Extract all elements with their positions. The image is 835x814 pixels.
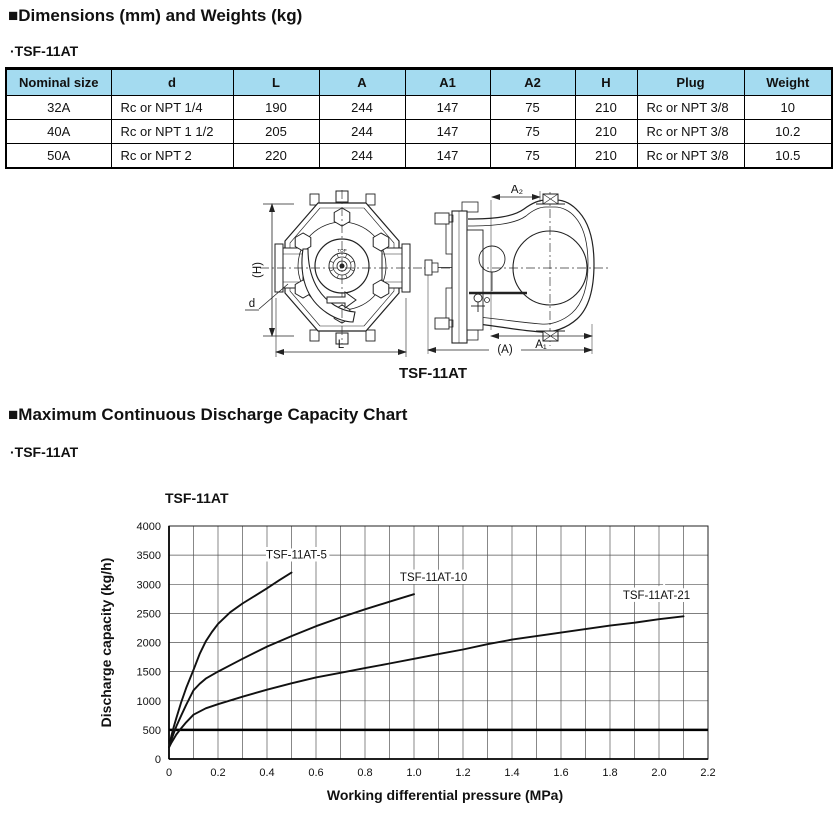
- table-cell: 147: [405, 144, 490, 169]
- section1-title: [8, 6, 302, 26]
- y-tick-label: 500: [142, 724, 161, 737]
- x-tick-label: 2.2: [700, 767, 716, 779]
- front-tab: [310, 330, 319, 341]
- hex-bolt-icon: [295, 233, 311, 251]
- y-tick-label: 0: [154, 754, 161, 766]
- dim-label-H: (H): [252, 262, 264, 278]
- x-tick-label: 2.0: [651, 767, 667, 779]
- side-chamber: [467, 230, 483, 330]
- table-row: [6, 120, 832, 144]
- table-cell: 75: [490, 120, 575, 144]
- side-flange-step: [446, 222, 452, 254]
- table-cell: 40A: [6, 120, 111, 144]
- table-header-cell: Plug: [637, 69, 744, 96]
- table-cell: 210: [575, 120, 637, 144]
- table-header-cell: A: [319, 69, 405, 96]
- y-tick-label: 3500: [136, 550, 161, 563]
- section1-subtitle: ·TSF-11AT: [10, 43, 79, 59]
- y-tick-label: 2500: [136, 608, 161, 621]
- dim-leader-d: [259, 284, 288, 309]
- table-cell: 147: [405, 120, 490, 144]
- y-tick-label: 2000: [136, 637, 161, 650]
- table-cell: 205: [233, 120, 319, 144]
- table-header-cell: Nominal size: [6, 69, 111, 96]
- section2-subtitle: ·TSF-11AT: [10, 444, 79, 460]
- discharge-capacity-chart: [0, 470, 835, 814]
- x-tick-label: 1.6: [553, 767, 569, 779]
- side-valve-pin: [485, 298, 490, 303]
- table-header-cell: A1: [405, 69, 490, 96]
- table-cell: 75: [490, 144, 575, 169]
- table-cell: 147: [405, 96, 490, 120]
- table-cell: 32A: [6, 96, 111, 120]
- side-inlet-plug: [425, 260, 432, 275]
- table-cell: Rc or NPT 3/8: [637, 120, 744, 144]
- section-marker-icon: ■: [8, 405, 19, 424]
- dim-label-A1: A₁: [535, 339, 547, 351]
- side-flange-bolt: [435, 213, 449, 224]
- series-label-TSF-11AT-10: TSF-11AT-10: [399, 571, 468, 584]
- series-label-TSF-11AT-5: TSF-11AT-5: [265, 549, 327, 562]
- table-cell: Rc or NPT 3/8: [637, 144, 744, 169]
- section2-title: [8, 405, 407, 425]
- x-tick-label: 0: [165, 767, 173, 779]
- table-header-cell: A2: [490, 69, 575, 96]
- y-tick-label: 4000: [136, 521, 161, 533]
- y-axis-title: Discharge capacity (kg/h): [98, 557, 114, 728]
- section1-title-text: Dimensions (mm) and Weights (kg): [18, 6, 303, 25]
- dim-label-A: (A): [497, 344, 513, 356]
- y-tick-label: 1500: [136, 666, 161, 679]
- table-cell: Rc or NPT 1/4: [111, 96, 233, 120]
- hex-bolt-icon: [373, 280, 389, 298]
- table-cell: 10.2: [744, 120, 832, 144]
- x-tick-label: 1.4: [504, 767, 520, 779]
- side-view-drawing: [424, 185, 608, 356]
- x-tick-label: 1.0: [406, 767, 422, 779]
- side-flange-step: [446, 288, 452, 320]
- x-tick-label: 1.8: [602, 767, 618, 779]
- front-view-drawing: [245, 190, 425, 357]
- x-tick-label: 0.2: [210, 767, 226, 779]
- table-cell: 244: [319, 144, 405, 169]
- side-valve-circle: [474, 294, 482, 302]
- technical-drawings: [0, 185, 835, 385]
- table-body: [6, 96, 832, 169]
- series-label-TSF-11AT-21: TSF-11AT-21: [622, 589, 691, 602]
- chart-title: TSF-11AT: [165, 490, 229, 506]
- drawing-caption: TSF-11AT: [398, 365, 468, 382]
- x-tick-label: 0.4: [259, 767, 275, 779]
- front-tab: [366, 330, 375, 341]
- table-row: [6, 144, 832, 169]
- table-cell: 10: [744, 96, 832, 120]
- dimensions-table: [5, 67, 833, 169]
- x-tick-label: 1.2: [455, 767, 471, 779]
- series-curve-TSF-11AT-21: [169, 616, 684, 747]
- table-cell: 220: [233, 144, 319, 169]
- dim-label-d: d: [248, 298, 256, 310]
- dim-label-A2: A₂: [510, 185, 524, 196]
- table-head: [6, 69, 832, 96]
- y-tick-label: 3000: [136, 579, 161, 592]
- table-cell: 190: [233, 96, 319, 120]
- table-cell: 50A: [6, 144, 111, 169]
- hex-bolt-icon: [373, 233, 389, 251]
- table-cell: 210: [575, 144, 637, 169]
- table-header-cell: Weight: [744, 69, 832, 96]
- x-axis-title: Working differential pressure (MPa): [326, 787, 564, 803]
- side-body-outline: [468, 200, 594, 332]
- table-header-cell: H: [575, 69, 637, 96]
- side-inlet-plug-step: [432, 263, 438, 272]
- table-cell: 10.5: [744, 144, 832, 169]
- side-body-inner-line: [468, 207, 588, 324]
- front-top-label: TOP: [337, 248, 347, 253]
- table-header-cell: d: [111, 69, 233, 96]
- table-cell: 210: [575, 96, 637, 120]
- table-cell: Rc or NPT 3/8: [637, 96, 744, 120]
- dim-label-L: L: [337, 339, 345, 351]
- table-row: [6, 96, 832, 120]
- table-cell: 244: [319, 96, 405, 120]
- table-header-cell: L: [233, 69, 319, 96]
- table-cell: 75: [490, 96, 575, 120]
- x-tick-label: 0.6: [308, 767, 324, 779]
- side-flange-bolt: [435, 318, 449, 329]
- table-header-row: [6, 69, 832, 96]
- table-cell: Rc or NPT 1 1/2: [111, 120, 233, 144]
- table-cell: 244: [319, 120, 405, 144]
- section2-title-text: Maximum Continuous Discharge Capacity Chart: [18, 405, 408, 424]
- table-cell: Rc or NPT 2: [111, 144, 233, 169]
- side-flange-plate: [452, 211, 467, 343]
- section-marker-icon: ■: [8, 6, 19, 25]
- front-tab: [366, 194, 375, 205]
- x-tick-label: 0.8: [357, 767, 373, 779]
- y-tick-label: 1000: [136, 695, 161, 708]
